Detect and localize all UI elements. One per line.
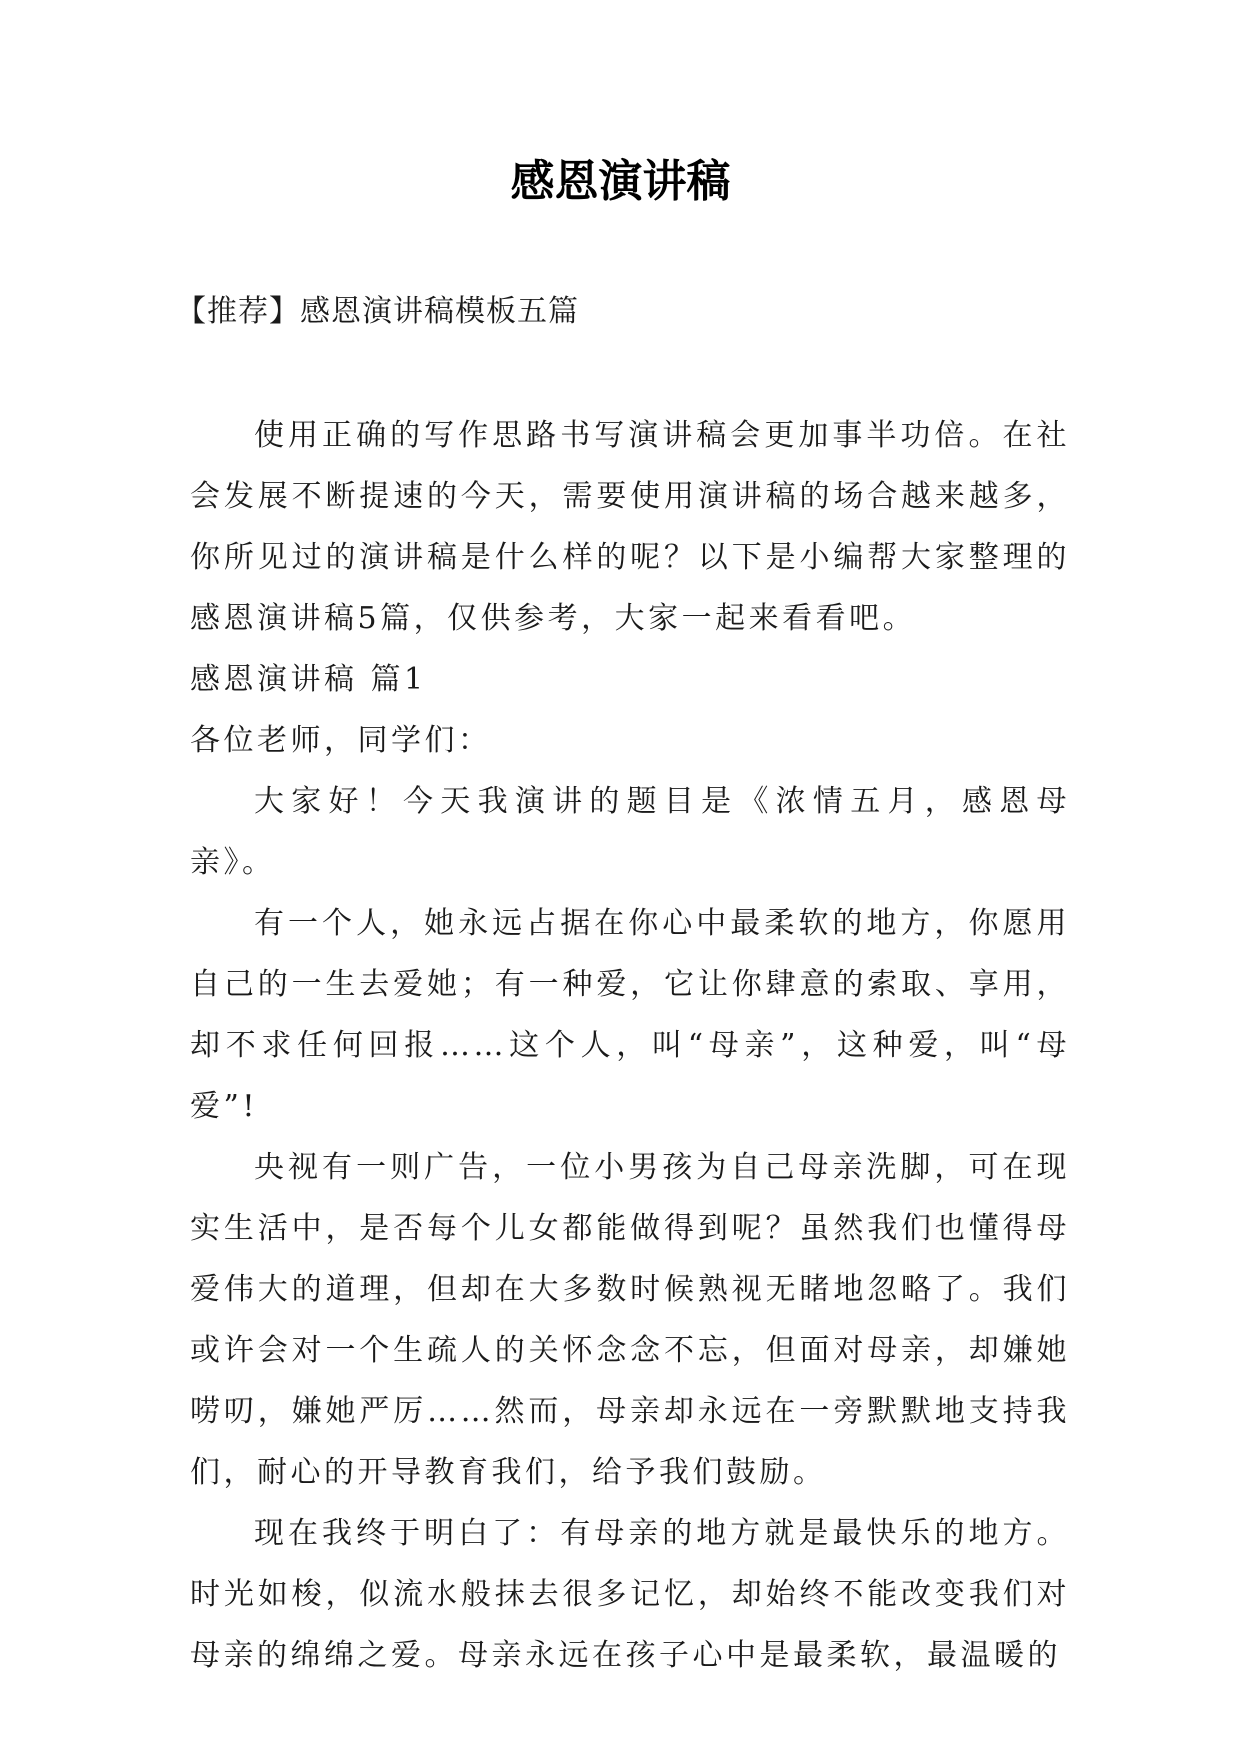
intro-paragraph: 使用正确的写作思路书写演讲稿会更加事半功倍。在社会发展不断提速的今天，需要使用演讲稿的场合越来越多，你所见过的演讲稿是什么样的呢？以下是小编帮大家整理的感恩演讲稿5篇，仅供参考，大家一起来看看吧。 [190,418,1070,636]
document-subtitle: 【推荐】感恩演讲稿模板五篇 [176,294,579,329]
section-heading: 感恩演讲稿 篇1 [190,662,427,697]
body-paragraph: 有一个人，她永远占据在你心中最柔软的地方，你愿用自己的一生去爱她；有一种爱，它让你肆意的索取、享用，却不求任何回报……这个人，叫“母亲”，这种爱，叫“母爱”! [190,906,1070,1124]
body-paragraph: 央视有一则广告，一位小男孩为自己母亲洗脚，可在现实生活中，是否每个儿女都能做得到呢？虽然我们也懂得母爱伟大的道理，但却在大多数时候熟视无睹地忽略了。我们或许会对一个生疏人的关怀念念不忘，但面对母亲，却嫌她唠叨，嫌她严厉……然而，母亲却永远在一旁默默地支持我们，耐心的开导教育我们，给予我们鼓励。 [190,1150,1070,1490]
salutation: 各位老师，同学们： [190,723,492,758]
body-paragraph: 大家好！今天我演讲的题目是《浓情五月，感恩母亲》。 [190,784,1070,880]
document-title: 感恩演讲稿 [510,156,731,207]
body-paragraph: 现在我终于明白了：有母亲的地方就是最快乐的地方。时光如梭，似流水般抹去很多记忆，却始终不能改变我们对母亲的绵绵之爱。母亲永远在孩子心中是最柔软，最温暖的 [190,1516,1070,1673]
document-body [190,405,1070,1686]
